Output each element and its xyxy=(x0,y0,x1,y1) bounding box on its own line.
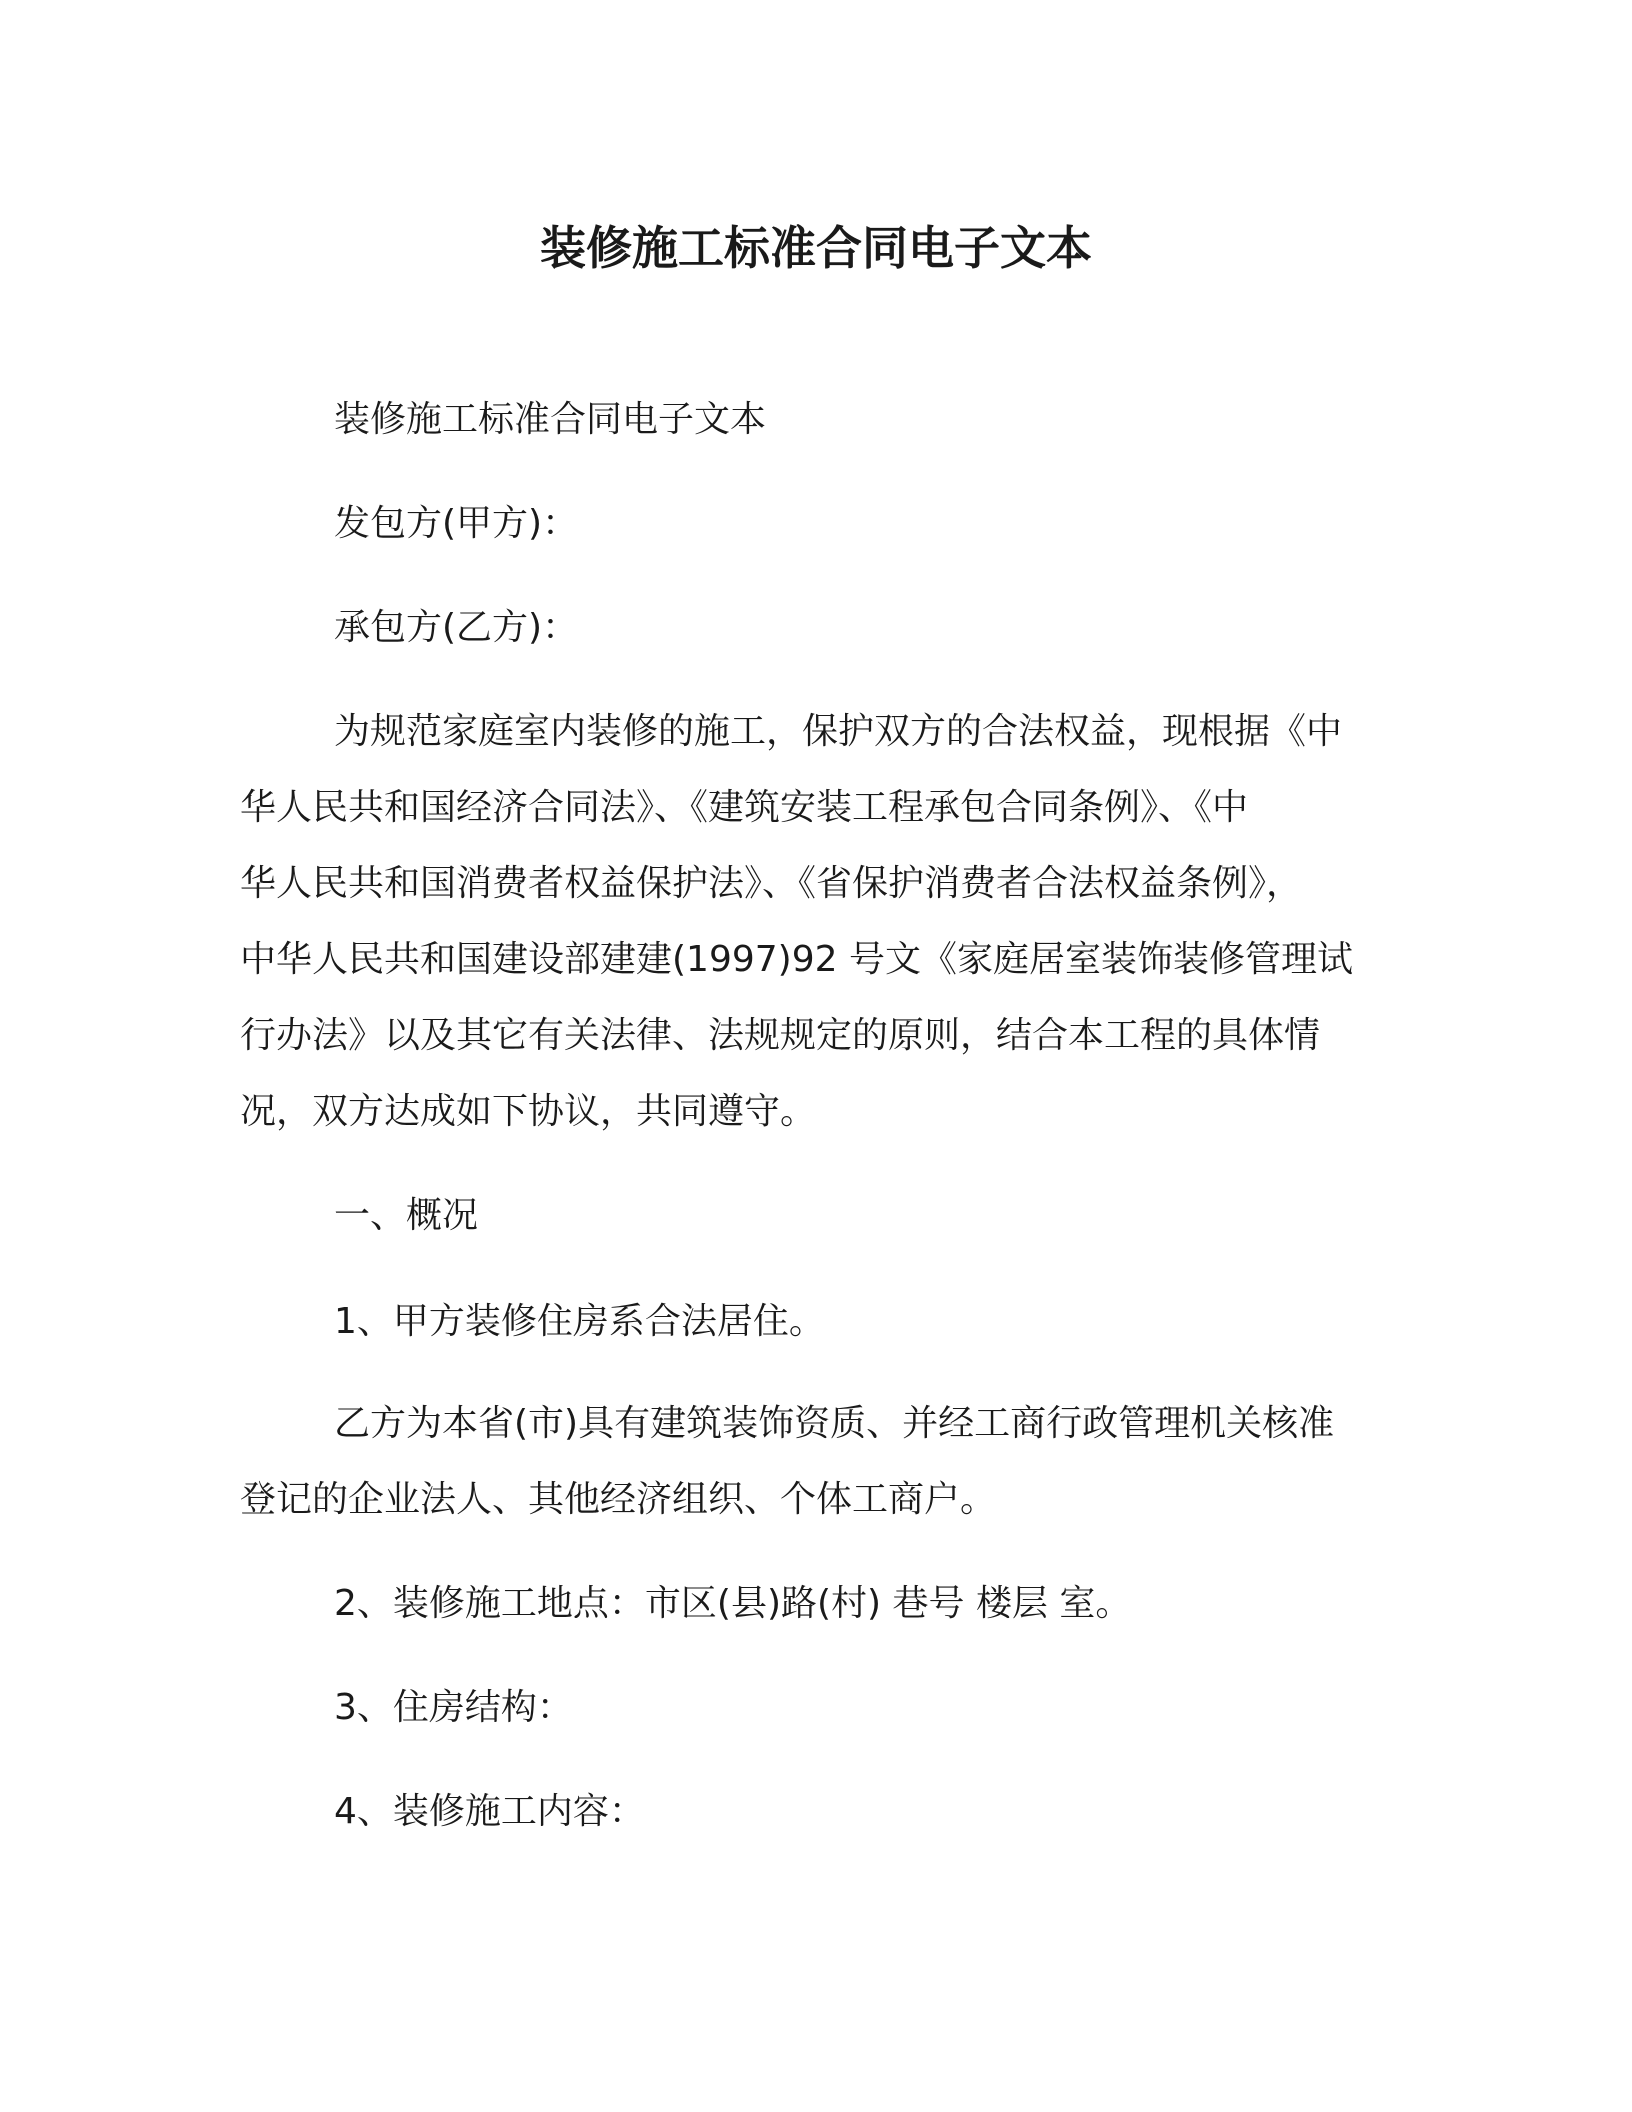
clause-item: 2、装修施工地点：市区(县)路(村) 巷号 楼层 室。 xyxy=(334,1583,1132,1624)
clause-item: 1、甲方装修住房系合法居住。 xyxy=(334,1301,825,1342)
preamble-line: 华人民共和国经济合同法》、《建筑安装工程承包合同条例》、《中 xyxy=(240,787,1249,828)
preamble-line: 中华人民共和国建设部建建(1997)92 号文《家庭居室装饰装修管理试 xyxy=(240,939,1353,980)
party-a-label: 发包方(甲方)： xyxy=(334,503,579,544)
preamble-line: 行办法》以及其它有关法律、法规规定的原则，结合本工程的具体情 xyxy=(240,1015,1321,1056)
clause-paragraph-line: 登记的企业法人、其他经济组织、个体工商户。 xyxy=(240,1479,997,1520)
party-b-label: 承包方(乙方)： xyxy=(334,607,579,648)
clause-paragraph-line: 乙方为本省(市)具有建筑装饰资质、并经工商行政管理机关核准 xyxy=(334,1403,1335,1444)
clause-item: 4、装修施工内容： xyxy=(334,1791,645,1832)
document-title: 装修施工标准合同电子文本 xyxy=(540,221,1092,275)
section-heading: 一、概况 xyxy=(334,1195,479,1236)
preamble-line: 况，双方达成如下协议，共同遵守。 xyxy=(240,1091,817,1132)
preamble-line: 为规范家庭室内装修的施工，保护双方的合法权益，现根据《中 xyxy=(334,711,1343,752)
clause-item: 3、住房结构： xyxy=(334,1687,573,1728)
subtitle: 装修施工标准合同电子文本 xyxy=(334,399,767,440)
preamble-line: 华人民共和国消费者权益保护法》、《省保护消费者合法权益条例》， xyxy=(240,863,1303,904)
